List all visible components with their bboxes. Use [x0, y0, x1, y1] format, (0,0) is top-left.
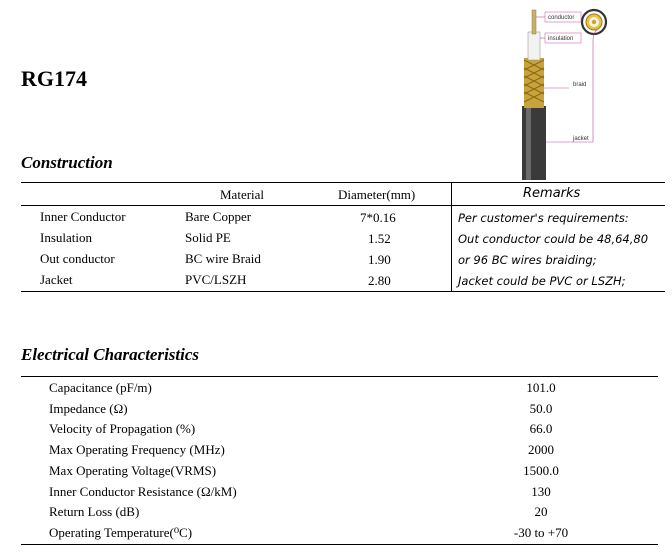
jacket-section [522, 106, 546, 180]
row-material: BC wire Braid [185, 251, 261, 266]
inner-conductor-wire [532, 10, 536, 34]
row-name: Jacket [40, 272, 73, 287]
electrical-value: 50.0 [529, 401, 553, 416]
row-diameter: 2.80 [368, 273, 391, 288]
row-name: Out conductor [40, 251, 115, 266]
electrical-value: 20 [534, 504, 548, 519]
coax-cable-diagram [515, 2, 615, 180]
table-header-rule [21, 205, 665, 206]
remark-line: or 96 BC wires braiding; [458, 253, 597, 267]
row-name: Inner Conductor [40, 209, 126, 224]
electrical-label: Return Loss (dB) [49, 504, 140, 519]
remark-line: Jacket could be PVC or LSZH; [458, 274, 626, 288]
jacket-highlight [526, 106, 531, 180]
table-top-rule [21, 182, 665, 183]
electrical-label: Operating Temperature(⁰C) [49, 525, 193, 540]
electrical-value: 130 [531, 484, 551, 499]
table-top-rule [21, 376, 658, 377]
page-title: RG174 [21, 66, 87, 91]
label-braid: braid [573, 82, 587, 88]
row-diameter: 1.90 [368, 252, 391, 267]
table-bottom-rule [21, 291, 665, 292]
header-diameter: Diameter(mm) [338, 187, 416, 202]
header-material: Material [220, 187, 265, 202]
row-diameter: 1.52 [368, 231, 391, 246]
electrical-value: 1500.0 [523, 463, 559, 478]
table-bottom-rule [21, 544, 658, 545]
label-insulation: insulation [548, 36, 574, 42]
electrical-value: 2000 [528, 442, 554, 457]
remark-line: Per customer's requirements: [458, 211, 629, 225]
electrical-heading: Electrical Characteristics [21, 345, 200, 364]
row-name: Insulation [40, 230, 92, 245]
electrical-label: Max Operating Frequency (MHz) [49, 442, 225, 457]
electrical-label: Max Operating Voltage(VRMS) [49, 463, 217, 478]
label-jacket: jacket [573, 136, 589, 142]
construction-heading: Construction [21, 153, 113, 172]
label-conductor: conductor [548, 15, 575, 21]
row-material: Solid PE [185, 230, 231, 245]
row-material: Bare Copper [185, 209, 252, 224]
remark-line: Out conductor could be 48,64,80 [458, 232, 649, 246]
electrical-table [21, 376, 658, 546]
electrical-label: Capacitance (pF/m) [49, 380, 152, 395]
header-remarks: Remarks [523, 186, 581, 201]
insulation-section [528, 32, 540, 60]
electrical-label: Inner Conductor Resistance (Ω/kM) [49, 484, 237, 499]
electrical-value: -30 to +70 [513, 525, 569, 540]
electrical-label: Impedance (Ω) [49, 401, 128, 416]
remarks-divider [451, 182, 452, 292]
electrical-value: 101.0 [526, 380, 556, 395]
row-material: PVC/LSZH [185, 272, 247, 287]
electrical-label: Velocity of Propagation (%) [49, 421, 196, 436]
electrical-value: 66.0 [529, 421, 553, 436]
row-diameter: 7*0.16 [360, 210, 396, 225]
cross-section-conductor [592, 20, 596, 24]
construction-table [21, 182, 665, 292]
